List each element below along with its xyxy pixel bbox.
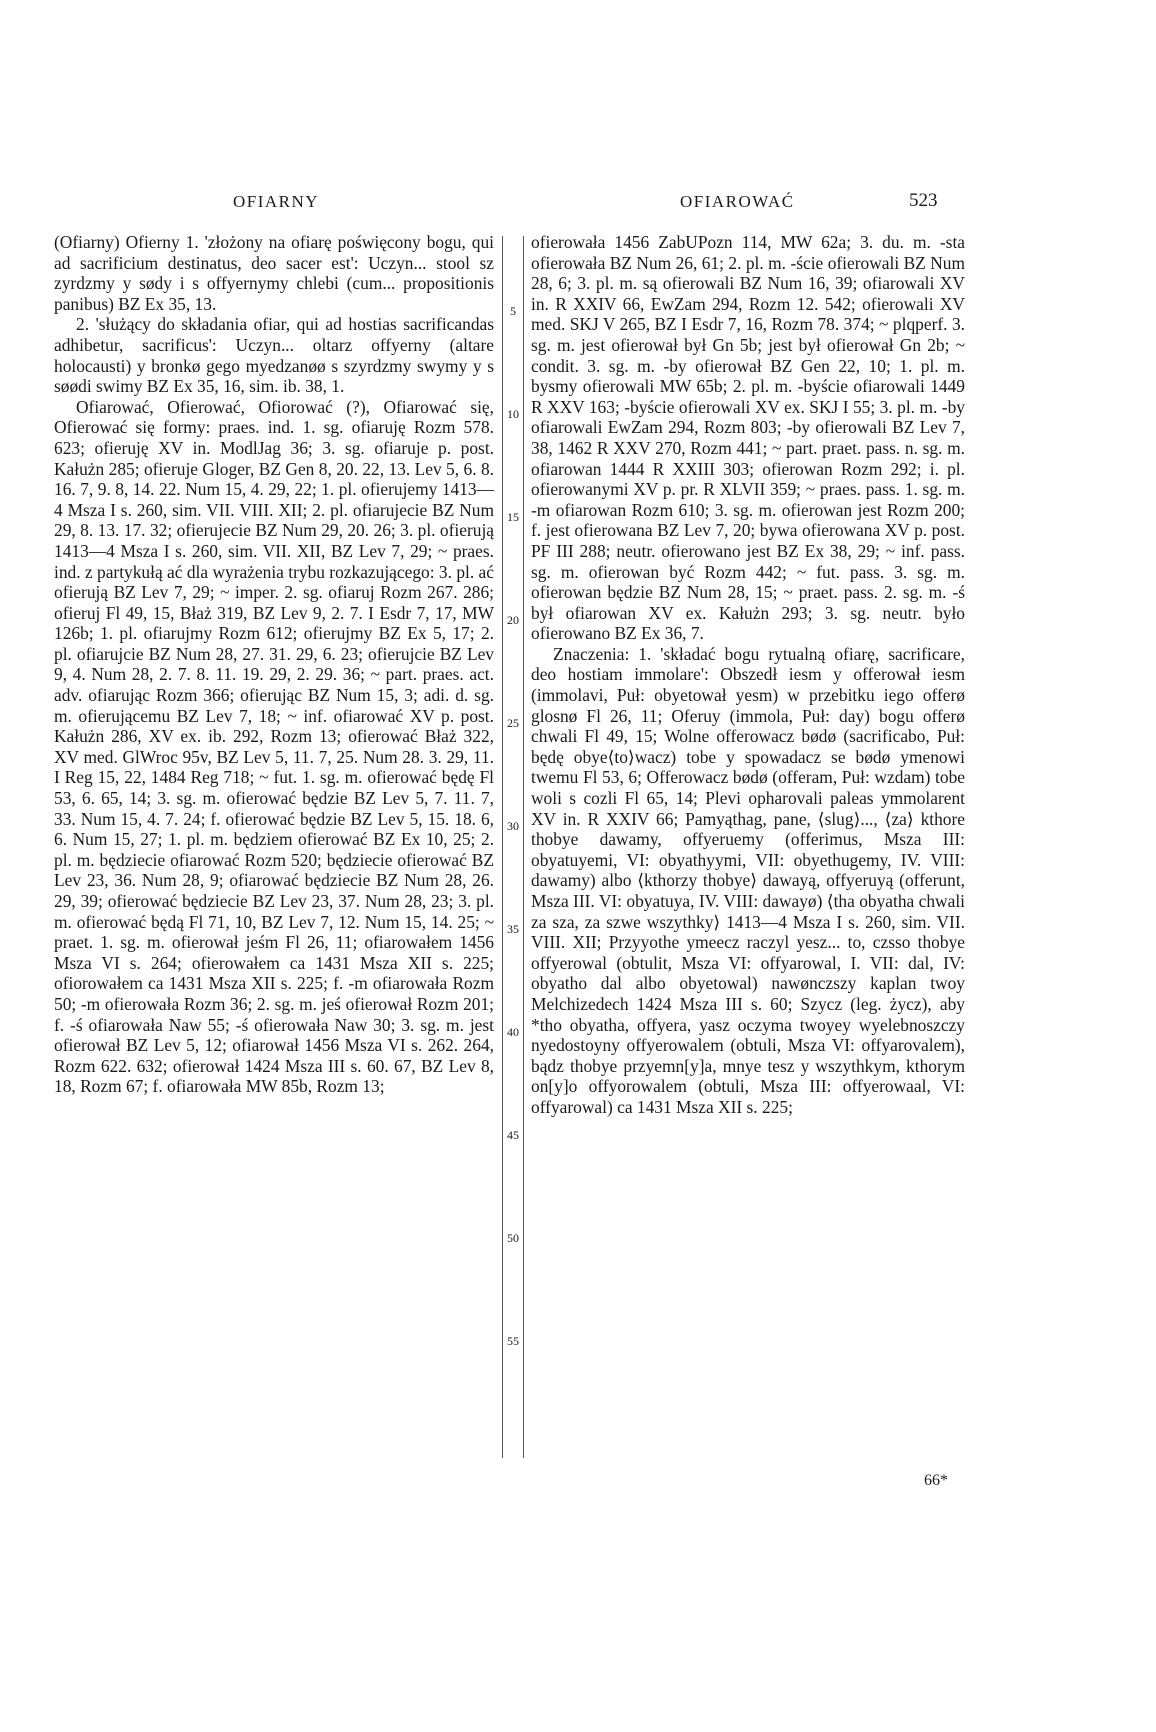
entry-paragraph: ofierowała 1456 ZabUPozn 114, MW 62a; 3. du. m. -sta ofierowała BZ Num 26, 61; 2. pl. m. -ście ofierowali BZ Num 28, 6; 3. pl. m. są ofierowali BZ Num 16, 39; ofiarowali XV in. R XXIV 66, EwZam 294, Rozm 12. 542; ofierowali XV med. SKJ V 265, BZ I Esdr 7, 16, Rozm 78. 374; ~ plqperf. 3. sg. m. jest ofierował był Gn 5b; jest był ofierował Gn 2b; ~ condit. 3. sg. m. -by ofierował BZ Gen 22, 10; 1. pl. m. bysmy ofierowali MW 65b; 2. pl. m. -byście ofiarowali 1449 R XXV 163; -byście ofierowali XV ex. SKJ I 55; 3. pl. m. -by ofiarowali EwZam 294, Rozm 803; -by ofierowali BZ Lev 7, 38, 1462 R XXV 270, Rozm 441; ~ part. praet. pass. n. sg. m. ofiarowan 1444 R XXIII 303; ofierowan Rozm 292; i. pl. ofierowanymi XV p. pr. R XLVII 359; ~ praes. pass. 1. sg. m. -m ofiarowan Rozm 610; 3. sg. m. ofierowan jest Rozm 200; f. jest ofierowana BZ Lev 7, 20; bywa ofierowana XV p. post. PF III 288; neutr. ofierowano jest BZ Ex 38, 29; ~ inf. pass. sg. m. ofierowan być Rozm 442; ~ fut. pass. 3. sg. m. ofierowan będzie BZ Num 28, 15; ~ praet. pass. 2. sg. m. -ś był ofiarowan XV ex. Kałużn 293; 3. sg. neutr. było ofierowano BZ Ex 36, 7. bbox=[531, 232, 965, 644]
running-head-left: OFIARNY bbox=[233, 192, 320, 211]
entry-paragraph: 2. 'służący do składania ofiar, qui ad hostias sacrificandas adhibetur, sacrificus': Uczyn... oltarz offyerny (altare holocausti) y bronkø gego myedzanøø s szyrdzmy swymy y s søødi swimy BZ Ex 35, 16, sim. ib. 38, 1. bbox=[54, 314, 494, 397]
entry-paragraph: Ofiarować, Ofierować, Ofiorować (?), Ofiarować się, Ofierować się formy: praes. ind. 1. sg. ofiaruję Rozm 578. 623; ofieruję XV in. ModlJag 36; 3. sg. ofiaruje p. post. Kałużn 285; ofieruje Gloger, BZ Gen 8, 20. 22, 13. Lev 5, 6. 8. 16. 7, 9. 8, 14. 22. Num 15, 4. 29, 22; 1. pl. ofierujemy 1413—4 Msza I s. 260, sim. VII. VIII. XII; 2. pl. ofiarujecie BZ Num 29, 8. 13. 17. 32; ofierujecie BZ Num 29, 20. 26; 3. pl. ofierują 1413—4 Msza I s. 260, sim. VII. XII, BZ Lev 7, 29; ~ praes. ind. z partykułą ać dla wyrażenia trybu rozkazującego: 3. pl. ać ofierują BZ Lev 7, 29; ~ imper. 2. sg. ofiaruj Rozm 267. 286; ofieruj Fl 49, 15, Błaż 319, BZ Lev 9, 2. 7. I Esdr 7, 17, MW 126b; 1. pl. ofiarujmy Rozm 612; ofierujmy BZ Ex 5, 17; 2. pl. ofiarujcie BZ Num 28, 27. 31. 29, 6. 23; ofierujcie BZ Lev 9, 4. Num 28, 2. 7. 8. 11. 19. 29, 2. 29. 36; ~ part. praes. act. adv. ofiarując Rozm 366; ofierując BZ Num 15, 3; adi. d. sg. m. ofierującemu BZ Lev 7, 18; ~ inf. ofiarować XV p. post. Kałużn 286, XV ex. ib. 292, Rozm 13; ofierować Błaż 322, XV med. GlWroc 95v, BZ Lev 5, 11. 7, 25. Num 28. 3. 29, 11. I Reg 15, 22, 1484 Reg 718; ~ fut. 1. sg. m. ofierować będę Fl 53, 6. 65, 14; 3. sg. m. ofierować będzie BZ Lev 5, 7. 11. 7, 33. Num 15, 4. 7. 24; f. ofierować będzie BZ Lev 5, 15. 18. 6, 6. Num 15, 27; 1. pl. m. będziem ofierować BZ Ex 10, 25; 2. pl. m. będziecie ofiarować Rozm 520; będziecie ofierować BZ Lev 23, 36. Num 28, 9; ofiarować będziecie BZ Num 28, 26. 29, 39; ofierować będziecie BZ Lev 23, 37. Num 28, 23; 3. pl. m. ofierować będą Fl 71, 10, BZ Lev 7, 12. Num 15, 14. 25; ~ praet. 1. sg. m. ofierował jeśm Fl 26, 11; ofiarowałem 1456 Msza VI s. 264; ofierowałem ca 1431 Msza XII s. 225; ofiorowałem ca 1431 Msza XII s. 225; f. -m ofiarowała Rozm 50; -m ofierowała Rozm 36; 2. sg. m. jeś ofierował Rozm 201; f. -ś ofiarowała Naw 55; -ś ofierowała Naw 30; 3. sg. m. jest ofierował BZ Lev 5, 12; ofiarował 1456 Msza VI s. 262. 264, Rozm 622. 632; ofierował 1424 Msza III s. 60. 67, BZ Lev 8, 18, Rozm 67; f. ofiarowała MW 85b, Rozm 13; bbox=[54, 396, 494, 1097]
running-head-right: OFIAROWAĆ bbox=[680, 192, 795, 211]
line-number: 50 bbox=[507, 1231, 519, 1245]
entry-paragraph: (Ofiarny) Ofierny 1. 'złożony na ofiarę poświęcony bogu, qui ad sacrificium destinatus, deo sacer est': Uczyn... stool sz zyrdzmy y sødy i s offyernymy chlebi (cum... propositionis panibus) BZ Ex 35, 13. bbox=[54, 232, 494, 314]
line-number: 55 bbox=[507, 1334, 519, 1348]
line-number: 25 bbox=[507, 716, 519, 730]
line-number: 35 bbox=[507, 922, 519, 936]
column-divider-right bbox=[523, 236, 524, 1458]
line-number: 45 bbox=[507, 1128, 519, 1142]
line-number: 15 bbox=[507, 510, 519, 524]
line-number: 5 bbox=[510, 304, 516, 318]
right-column bbox=[531, 232, 965, 1118]
entry-paragraph: Znaczenia: 1. 'składać bogu rytualną ofiarę, sacrificare, deo hostiam immolare': Obszedł iesm y offerował iesm (immolavi, Puł: obyetował yesm) w przebitku iego offerø glosnø Fl 26, 11; Oferuy (immola, Puł: day) bogu offerø chwali Fl 49, 15; Wolne offerowacz bødø (sacrificabo, Puł: będę obye⟨to⟩wacz) tobe y spowadacz se bødø ymenowi twemu Fl 53, 6; Offerowacz bødø (offeram, Puł: wzdam) tobe woli s cozli Fl 65, 14; Plevi opharovali paleas ymmolarent XV in. R XXIV 66; Pamyąthag, pane, ⟨slug⟩..., ⟨za⟩ kthore thobye dawamy, offyeruemy (offerimus, Msza III: obyatuyemi, VI: obyathyymi, VII: obyethugemy, IV. VIII: dawamy) albo ⟨kthorzy thobye⟩ dawayą, offyeruyą (offerunt, Msza III. VI: obyatuya, IV. VIII: dawayø) ⟨tha obyatha chwali za sza, za szwe wszythky⟩ 1413—4 Msza I s. 260, sim. VII. VIII. XII; Przyyothe ymeecz raczyl yesz... to, czsso thobye offyerowal (obtulit, Msza VI: offyarowal, I. VII: dal, IV: obyatho dal albo obyetowal) nawønczszy kaplan twoy Melchizedech 1424 Msza III s. 60; Szycz (leg. życz), aby *tho obyatha, offyera, yasz oczyma twoyey wyelebnoszczy nyedostoyny offyerowalem (obtuli, Msza VI: offyarovalem), bądz thobye przyemn[y]a, mnye tesz y wszythkym, kthorym on[y]o offyorowalem (obtuli, Msza III: offyerowaal, VI: offyarowal) ca 1431 Msza XII s. 225; bbox=[531, 643, 965, 1117]
left-column bbox=[54, 232, 494, 1097]
line-number: 30 bbox=[507, 819, 519, 833]
line-number: 20 bbox=[507, 613, 519, 627]
page-number: 523 bbox=[909, 190, 938, 211]
line-number: 10 bbox=[507, 407, 519, 421]
sheet-signature: 66* bbox=[924, 1472, 948, 1489]
line-number: 40 bbox=[507, 1025, 519, 1039]
